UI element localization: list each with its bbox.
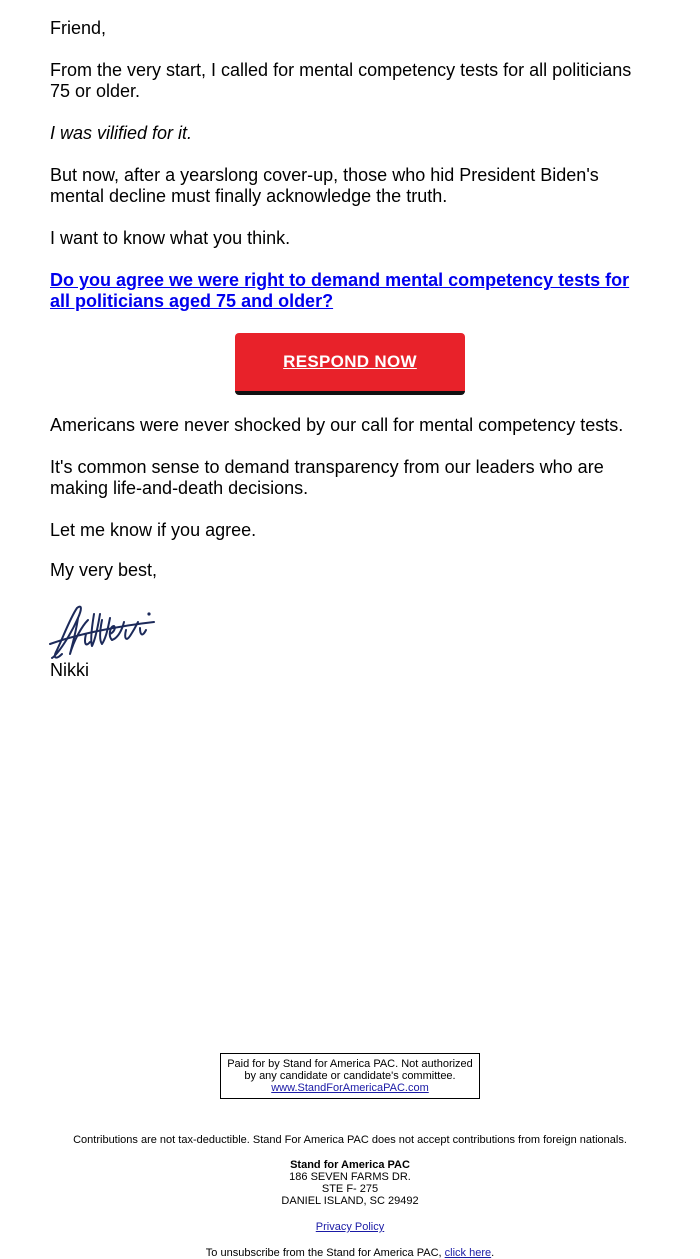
- respond-now-button[interactable]: RESPOND NOW: [235, 333, 465, 395]
- paragraph-ask: I want to know what you think.: [50, 228, 291, 248]
- org-name: Stand for America PAC: [290, 1159, 410, 1171]
- address-line-2: STE F- 275: [321, 1183, 379, 1195]
- unsubscribe-period: .: [491, 1247, 495, 1259]
- paragraph-vilified: I was vilified for it.: [50, 123, 193, 143]
- website-link[interactable]: www.StandForAmericaPAC.com: [271, 1082, 429, 1094]
- address-line-3: DANIEL ISLAND, SC 29492: [281, 1195, 419, 1207]
- paragraph-cover-up: But now, after a yearslong cover-up, those who hid President Biden's mental decline must finally acknowledge the truth.: [50, 165, 599, 206]
- unsubscribe-notice: [0, 1247, 700, 1259]
- survey-link[interactable]: Do you agree we were right to demand mental competency tests for all politicians aged 75 and older?: [50, 270, 630, 311]
- paragraph-let-me-know: Let me know if you agree.: [50, 520, 257, 540]
- mailing-address: [0, 1159, 700, 1207]
- disclaimer-line-2: by any candidate or candidate's committee.: [244, 1070, 456, 1082]
- paid-for-disclaimer: [220, 1053, 480, 1099]
- paragraph-common-sense: It's common sense to demand transparency from our leaders who are making life-and-death decisions.: [50, 457, 604, 498]
- closing: My very best,: [50, 560, 158, 580]
- signer-name: Nikki: [50, 660, 89, 680]
- contributions-notice: Contributions are not tax-deductible. Stand For America PAC does not accept contributions from foreign nationals.: [73, 1134, 627, 1146]
- paragraph-americans: Americans were never shocked by our call for mental competency tests.: [50, 415, 624, 435]
- address-line-1: 186 SEVEN FARMS DR.: [289, 1171, 411, 1183]
- greeting: Friend,: [50, 18, 107, 38]
- paragraph-intro: From the very start, I called for mental competency tests for all politicians 75 or older.: [50, 60, 632, 101]
- signature-image: [48, 600, 160, 664]
- privacy-policy-link[interactable]: Privacy Policy: [315, 1221, 385, 1233]
- email-body: [50, 18, 650, 702]
- disclaimer-line-1: Paid for by Stand for America PAC. Not authorized: [227, 1058, 473, 1070]
- unsubscribe-text: To unsubscribe from the Stand for America PAC,: [205, 1247, 442, 1259]
- footer: [0, 1053, 700, 1259]
- unsubscribe-link[interactable]: click here: [444, 1247, 492, 1259]
